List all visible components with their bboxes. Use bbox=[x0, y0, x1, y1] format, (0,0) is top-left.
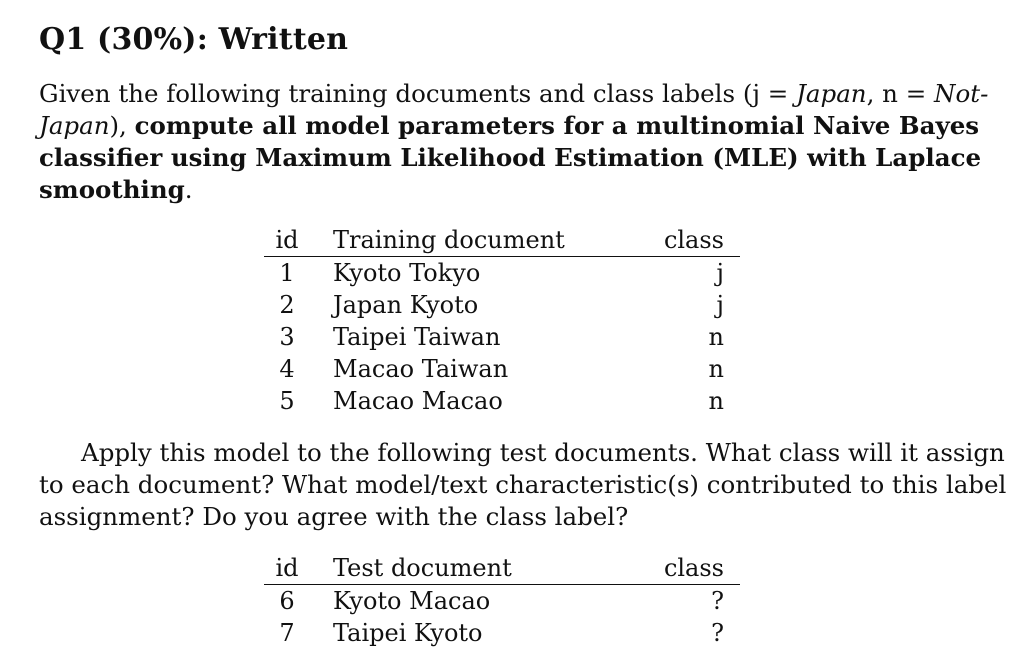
training-table bbox=[264, 224, 740, 417]
row-document: Macao Macao bbox=[333, 387, 503, 415]
table-row bbox=[264, 353, 740, 385]
row-document: Taipei Kyoto bbox=[333, 619, 483, 647]
class-label-japan: Japan bbox=[796, 79, 867, 108]
table-row bbox=[264, 321, 740, 353]
row-id: 1 bbox=[279, 259, 295, 287]
intro-line-1-text: Given the following training documents and class labels (j = bbox=[39, 79, 797, 108]
row-document: Kyoto Tokyo bbox=[333, 259, 481, 287]
row-document: Japan Kyoto bbox=[333, 291, 479, 319]
intro-line-2-paren: ), bbox=[109, 111, 135, 140]
table-row bbox=[264, 617, 740, 649]
test-table-header bbox=[264, 552, 740, 585]
row-id: 2 bbox=[279, 291, 295, 319]
row-document: Kyoto Macao bbox=[333, 587, 491, 615]
row-id: 5 bbox=[279, 387, 295, 415]
apply-line-1: Apply this model to the following test documents. What class will it assign bbox=[81, 438, 1005, 467]
intro-line-4-bold: smoothing bbox=[39, 175, 185, 204]
row-id: 7 bbox=[279, 619, 295, 647]
question-title: Q1 (30%): Written bbox=[39, 22, 349, 57]
header-id: id bbox=[275, 554, 299, 582]
table-row bbox=[264, 289, 740, 321]
row-class: n bbox=[708, 387, 724, 415]
row-class: n bbox=[708, 323, 724, 351]
intro-line-3: classifier using Maximum Likelihood Estimation (MLE) with Laplace bbox=[39, 143, 982, 172]
intro-line-1 bbox=[39, 78, 989, 110]
header-training-document: Training document bbox=[333, 226, 565, 254]
table-row bbox=[264, 257, 740, 289]
apply-paragraph bbox=[39, 437, 1007, 533]
intro-line-4 bbox=[39, 174, 964, 206]
row-class: n bbox=[708, 355, 724, 383]
intro-line-1-mid: , n = bbox=[866, 79, 935, 108]
row-class: ? bbox=[711, 587, 724, 615]
table-row bbox=[264, 385, 740, 417]
row-id: 6 bbox=[279, 587, 295, 615]
row-document: Taipei Taiwan bbox=[333, 323, 501, 351]
row-class: j bbox=[716, 291, 724, 319]
row-id: 3 bbox=[279, 323, 295, 351]
apply-line-3: assignment? Do you agree with the class label? bbox=[39, 502, 629, 531]
header-class: class bbox=[663, 554, 724, 582]
header-class: class bbox=[663, 226, 724, 254]
intro-line-4-end: . bbox=[184, 175, 193, 204]
training-table-header bbox=[264, 224, 740, 257]
intro-line-2 bbox=[39, 110, 980, 142]
row-class: ? bbox=[711, 619, 724, 647]
header-id: id bbox=[275, 226, 299, 254]
row-document: Macao Taiwan bbox=[333, 355, 509, 383]
class-label-japan-cont: Japan bbox=[39, 111, 110, 140]
header-test-document: Test document bbox=[333, 554, 512, 582]
intro-paragraph bbox=[39, 78, 989, 206]
test-table bbox=[264, 552, 740, 649]
table-row bbox=[264, 585, 740, 617]
apply-line-2: to each document? What model/text characteristic(s) contributed to this label bbox=[39, 470, 1007, 499]
row-id: 4 bbox=[279, 355, 295, 383]
class-label-not-prefix: Not- bbox=[934, 79, 989, 108]
intro-line-2-bold: compute all model parameters for a multinomial Naive Bayes bbox=[134, 111, 980, 140]
row-class: j bbox=[716, 259, 724, 287]
